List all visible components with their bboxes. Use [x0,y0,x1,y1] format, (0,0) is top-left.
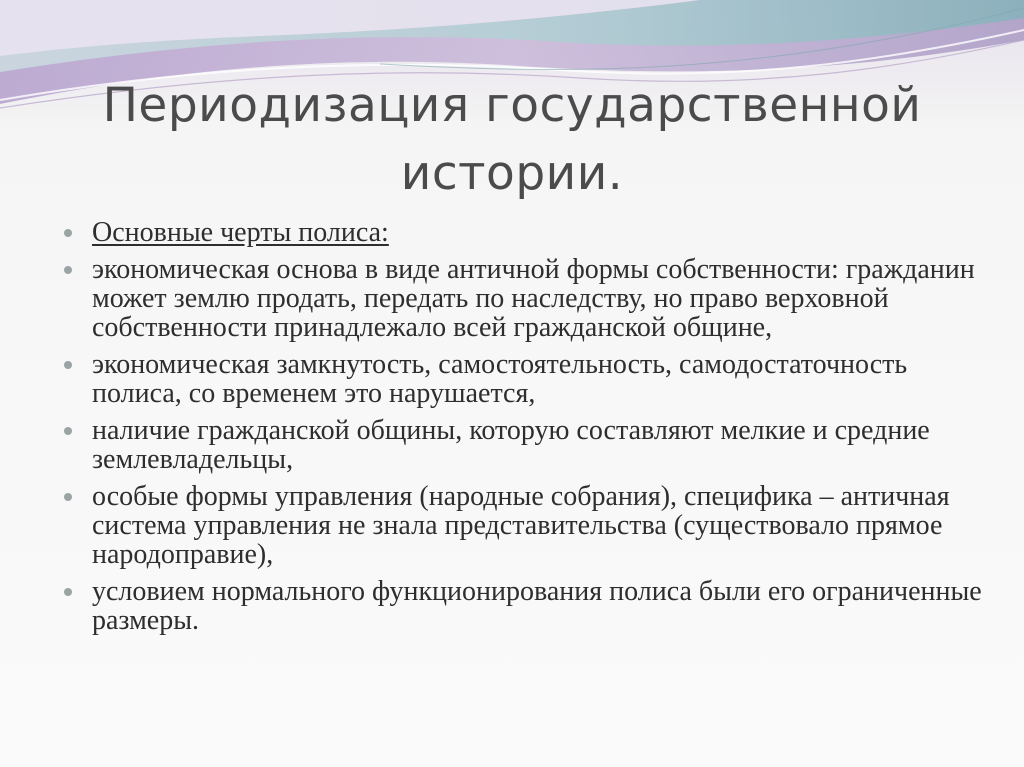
bullet-dot-icon [64,493,72,501]
bullet-dot-icon [64,588,72,596]
title-line-1: Периодизация государственной [102,78,922,133]
bullet-dot-icon [64,229,72,237]
bullet-dot-icon [64,427,72,435]
bullet-text: особые формы управления (народные собрания), специфика – античная система управления не знала представительства (существовало прямое народоправие), [92,481,950,570]
bullet-dot-icon [64,266,72,274]
bullet-text: условием нормального функционирования полиса были его ограниченные размеры. [92,576,982,636]
bullet-text: Основные черты полиса: [92,217,389,248]
bullet-item [62,350,982,408]
bullet-text: наличие гражданской общины, которую составляют мелкие и средние землевладельцы, [92,415,930,475]
bullet-text: экономическая замкнутость, самостоятельность, самодостаточность полиса, со временем это нарушается, [92,349,908,409]
bullet-list [62,218,982,635]
bullet-list-container [62,218,982,643]
bullet-item-heading [62,218,982,247]
title-line-2: истории. [400,146,624,201]
bullet-item [62,416,982,474]
bullet-item [62,255,982,342]
slide-title [60,72,964,208]
bullet-dot-icon [64,361,72,369]
bullet-item [62,482,982,569]
bullet-text: экономическая основа в виде античной формы собственности: гражданин может землю продать, передать по наследству, но право верховной собственности принадлежало всей гражданской общине, [92,254,975,343]
bullet-item [62,577,982,635]
